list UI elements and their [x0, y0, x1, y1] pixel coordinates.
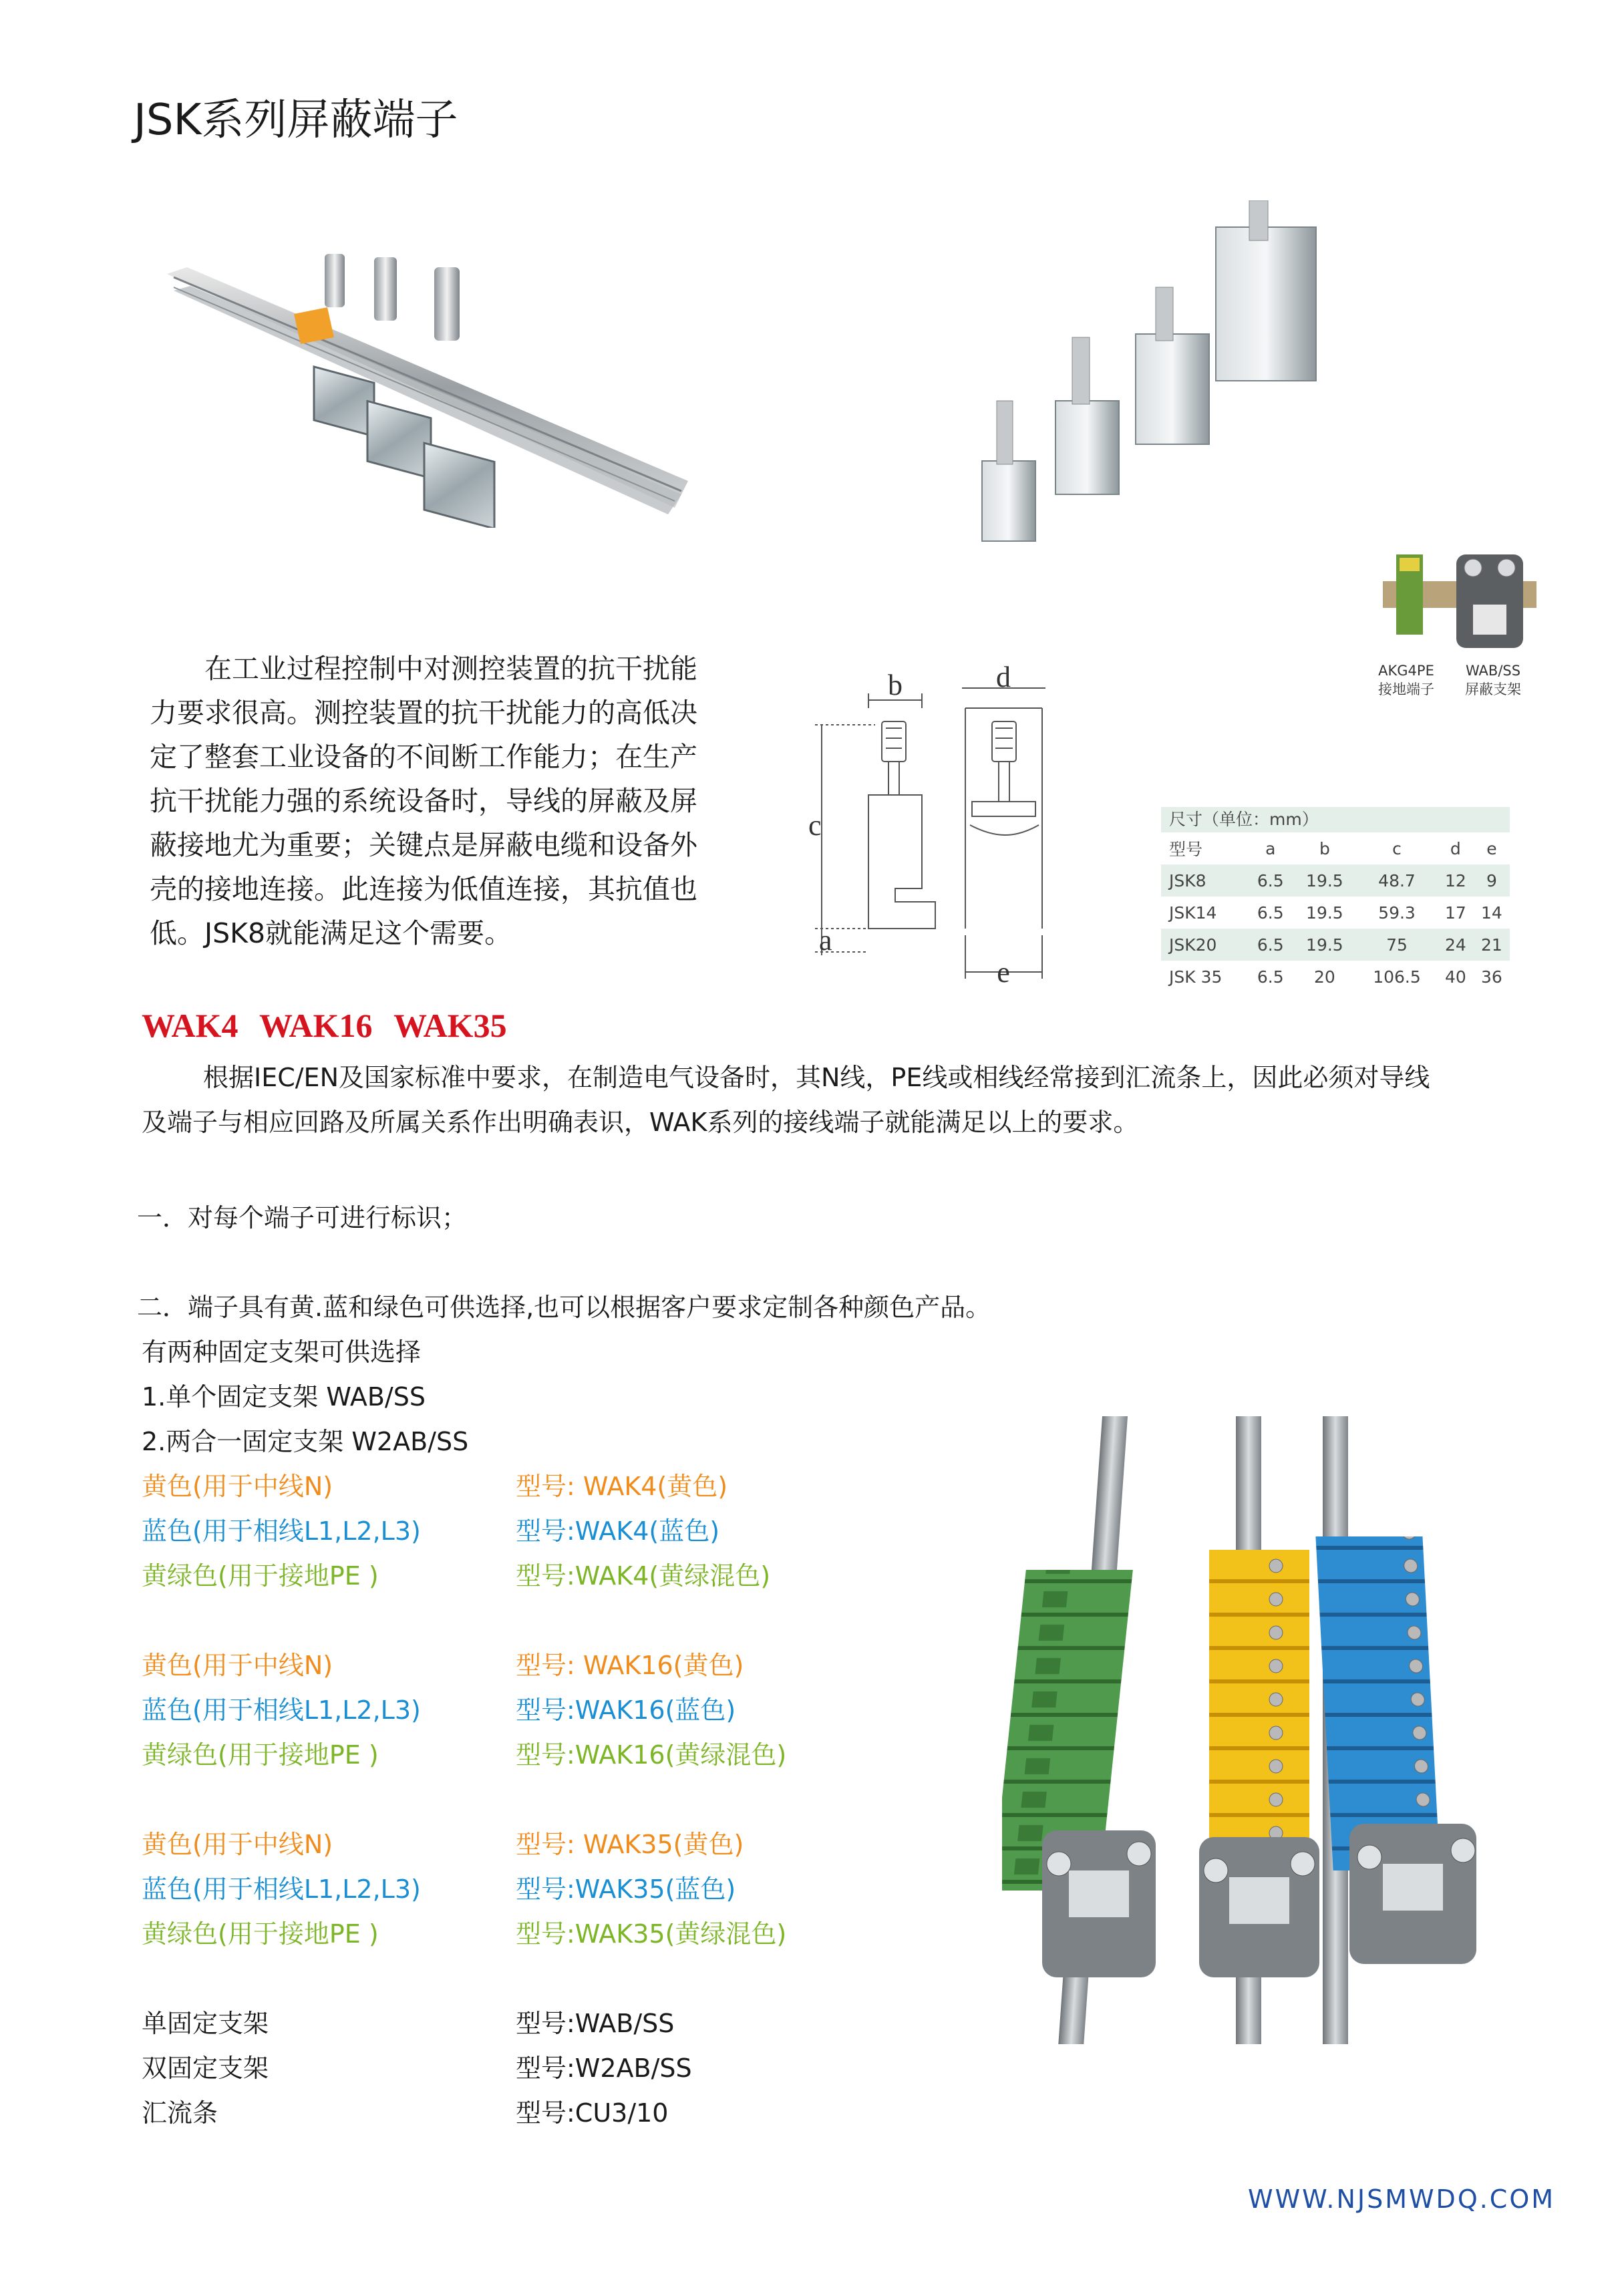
- group3-green-model: 型号:WAK35(黄绿混色): [516, 1919, 787, 1949]
- point-two: 二．端子具有黄.蓝和绿色可供选择,也可以根据客户要求定制各种颜色产品。: [137, 1293, 991, 1322]
- intro-line: 定了整套工业设备的不间断工作能力；在生产: [150, 741, 697, 773]
- group1-green-model: 型号:WAK4(黄绿混色): [516, 1561, 771, 1591]
- table-cell: 106.5: [1373, 967, 1421, 987]
- table-row: [1161, 896, 1510, 929]
- group2-blue-label: 蓝色(用于相线L1,L2,L3): [142, 1695, 421, 1725]
- intro-line: 在工业过程控制中对测控装置的抗干扰能: [204, 653, 697, 685]
- support-intro: 有两种固定支架可供选择: [142, 1337, 422, 1367]
- table-cell: 75: [1356, 929, 1438, 961]
- shield-bracket-label: 屏蔽支架: [1465, 681, 1521, 697]
- table-row: [1161, 929, 1510, 961]
- group3-blue-label: 蓝色(用于相线L1,L2,L3): [142, 1874, 421, 1904]
- akg4pe-caption: [1366, 661, 1446, 699]
- point-one: 一．对每个端子可进行标识；: [137, 1203, 468, 1233]
- dim-d-label: d: [996, 661, 1011, 693]
- akg4pe-label: AKG4PE: [1378, 663, 1434, 679]
- table-cell: 6.5: [1248, 864, 1293, 896]
- spec-header-row: [1161, 832, 1510, 864]
- intro-line: 力要求很高。测控装置的抗干扰能力的高低决: [150, 697, 697, 729]
- group1-blue-label: 蓝色(用于相线L1,L2,L3): [142, 1516, 421, 1546]
- table-cell: 59.3: [1378, 903, 1416, 923]
- table-cell: 17: [1444, 903, 1466, 923]
- group3-blue-model: 型号:WAK35(蓝色): [516, 1874, 736, 1904]
- group2-yellow-label: 黄色(用于中线N): [142, 1651, 333, 1680]
- table-cell: JSK14: [1169, 903, 1217, 923]
- jsk-busbar-photo: [167, 227, 701, 528]
- table-cell: 6.5: [1257, 903, 1284, 923]
- table-cell: 48.7: [1356, 864, 1438, 896]
- ground-terminal-label: 接地端子: [1378, 681, 1434, 697]
- table-cell: 19.5: [1306, 903, 1343, 923]
- intro-line: 壳的接地连接。此连接为低值连接，其抗值也: [150, 873, 697, 905]
- group2-blue-model: 型号:WAK16(蓝色): [516, 1695, 736, 1725]
- intro-line: 蔽接地尤为重要；关键点是屏蔽电缆和设备外: [150, 829, 697, 861]
- table-cell: 20: [1313, 967, 1335, 987]
- group3-yellow-model: 型号: WAK35(黄色): [516, 1830, 744, 1859]
- table-cell: 36: [1481, 967, 1502, 987]
- group1-yellow-model: 型号: WAK4(黄色): [516, 1472, 728, 1501]
- support-double: 2.两合一固定支架 W2AB/SS: [142, 1427, 469, 1456]
- group1-blue-model: 型号:WAK4(蓝色): [516, 1516, 720, 1546]
- table-cell: 9: [1474, 864, 1510, 896]
- wak-terminals-photo: [1002, 1416, 1530, 2058]
- group2-green-model: 型号:WAK16(黄绿混色): [516, 1740, 787, 1770]
- accessory-single-model: 型号:WAB/SS: [516, 2009, 675, 2038]
- table-cell: 14: [1481, 903, 1502, 923]
- dim-c-label: c: [808, 809, 822, 842]
- dim-b-label: b: [888, 669, 903, 701]
- accessory-single-label: 单固定支架: [142, 2009, 269, 2038]
- accessory-double-model: 型号:W2AB/SS: [516, 2054, 692, 2083]
- dim-e-label: e: [997, 956, 1010, 989]
- akg4pe-wabss-photo: [1383, 541, 1536, 655]
- wak-para-line: 根据IEC/EN及国家标准中要求，在制造电气设备时，其N线，PE线或相线经常接到汇流条上，因此必须对导线: [203, 1063, 1430, 1092]
- group1-yellow-label: 黄色(用于中线N): [142, 1472, 333, 1501]
- spec-header-cell: c: [1392, 838, 1402, 858]
- spec-header-cell: d: [1450, 838, 1461, 858]
- jsk-clamps-photo: [935, 200, 1349, 615]
- table-row: [1161, 961, 1510, 993]
- wabss-label: WAB/SS: [1465, 663, 1521, 679]
- table-cell: 12: [1438, 864, 1474, 896]
- wak-heading: WAK4 WAK16 WAK35: [142, 1007, 507, 1044]
- spec-table: [1161, 807, 1510, 993]
- dim-a-label: a: [819, 924, 832, 957]
- table-cell: JSK 35: [1169, 967, 1223, 987]
- wak-para-line: 及端子与相应回路及所属关系作出明确表识，WAK系列的接线端子就能满足以上的要求。: [142, 1108, 1139, 1137]
- website-url[interactable]: WWW.NJSMWDQ.COM: [1248, 2184, 1556, 2214]
- group3-yellow-label: 黄色(用于中线N): [142, 1830, 333, 1859]
- accessory-double-label: 双固定支架: [142, 2054, 269, 2083]
- wabss-caption: [1453, 661, 1533, 699]
- table-cell: JSK20: [1161, 929, 1248, 961]
- wak-description: [142, 1055, 1578, 1145]
- table-cell: 21: [1474, 929, 1510, 961]
- table-row: [1161, 864, 1510, 896]
- table-cell: 19.5: [1293, 864, 1357, 896]
- table-cell: JSK8: [1161, 864, 1248, 896]
- page-title: JSK系列屏蔽端子: [134, 96, 458, 145]
- group2-yellow-model: 型号: WAK16(黄色): [516, 1651, 744, 1680]
- spec-header-cell: b: [1319, 838, 1330, 858]
- table-cell: 6.5: [1257, 967, 1284, 987]
- spec-header-cell: e: [1486, 838, 1497, 858]
- intro-paragraph: [150, 647, 704, 955]
- support-single: 1.单个固定支架 WAB/SS: [142, 1382, 426, 1412]
- accessory-busbar-model: 型号:CU3/10: [516, 2098, 669, 2128]
- intro-line: 低。JSK8就能满足这个需要。: [150, 917, 512, 949]
- spec-table-caption: 尺寸（单位：mm）: [1161, 807, 1510, 832]
- table-cell: 40: [1444, 967, 1466, 987]
- table-cell: 6.5: [1248, 929, 1293, 961]
- group1-green-label: 黄绿色(用于接地PE ): [142, 1561, 379, 1591]
- spec-header-cell: 型号: [1169, 840, 1203, 859]
- accessory-busbar-label: 汇流条: [142, 2098, 218, 2128]
- spec-header-cell: a: [1265, 838, 1276, 858]
- table-cell: 19.5: [1293, 929, 1357, 961]
- table-cell: 24: [1438, 929, 1474, 961]
- group2-green-label: 黄绿色(用于接地PE ): [142, 1740, 379, 1770]
- group3-green-label: 黄绿色(用于接地PE ): [142, 1919, 379, 1949]
- dimension-drawing: [795, 661, 1082, 995]
- intro-line: 抗干扰能力强的系统设备时，导线的屏蔽及屏: [150, 785, 697, 817]
